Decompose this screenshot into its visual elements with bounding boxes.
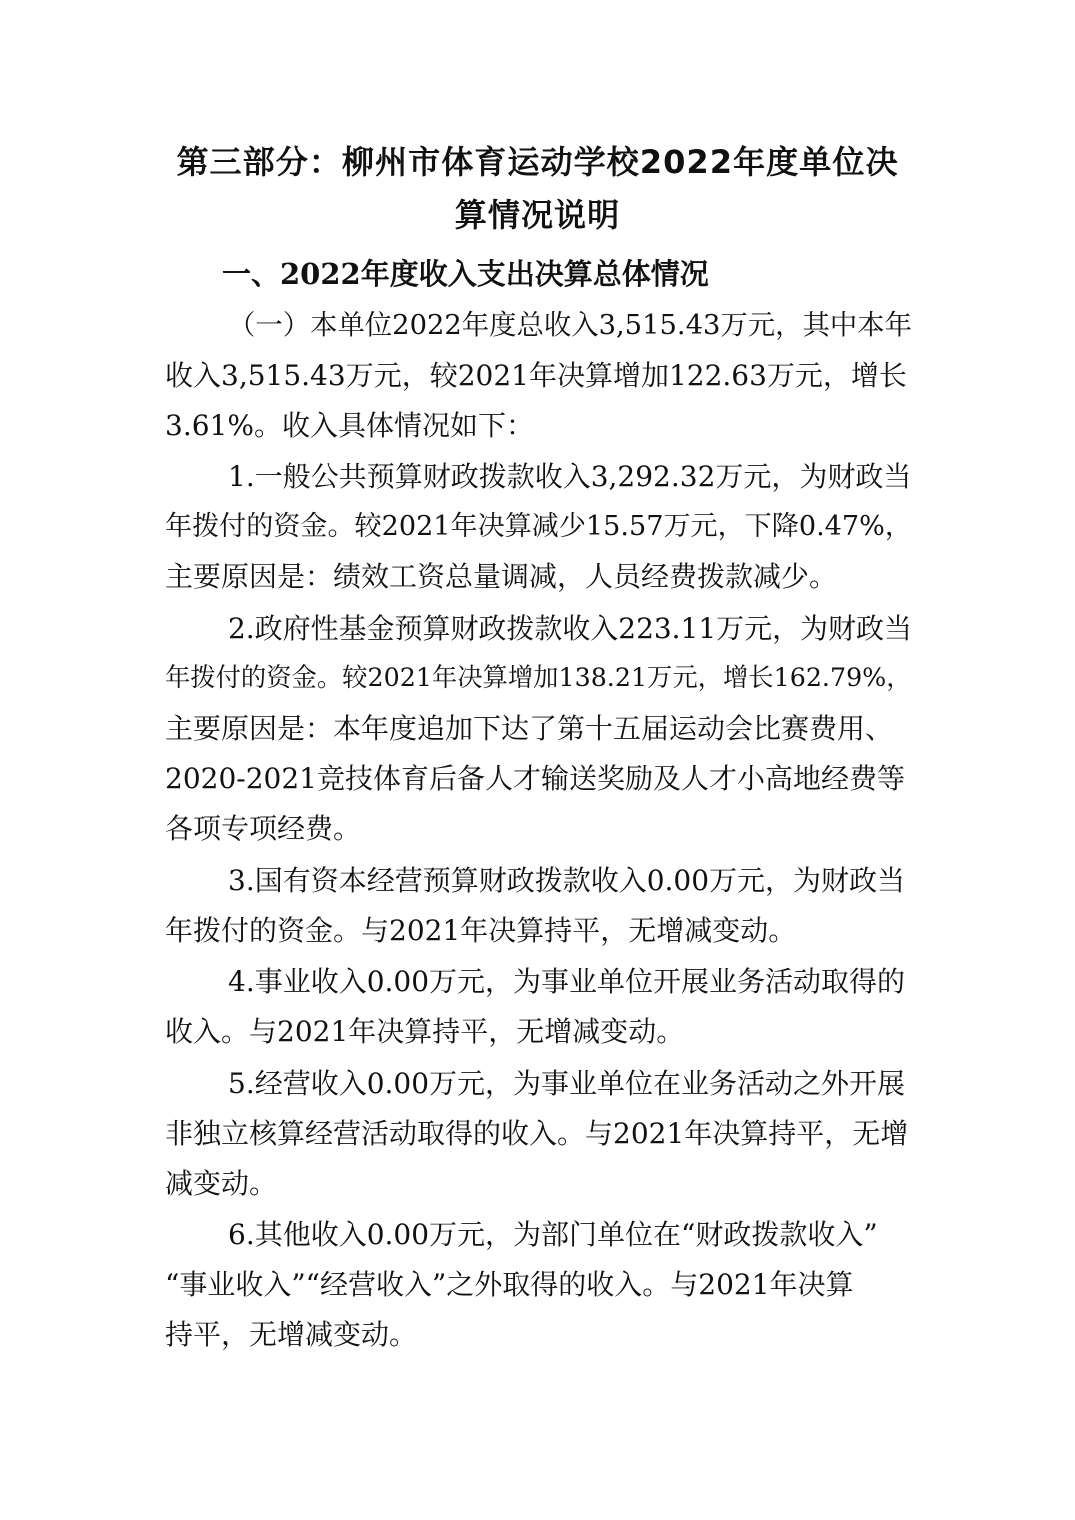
paragraph-line: 4.事业收入0.00万元，为事业单位开展业务活动取得的 (228, 965, 906, 998)
paragraph-line: 年拨付的资金。较2021年决算减少15.57万元，下降0.47%， (165, 511, 912, 542)
paragraph-line: 收入。与2021年决算持平，无增减变动。 (165, 1015, 685, 1048)
paragraph-line: 持平，无增减变动。 (165, 1318, 418, 1351)
paragraph-line: 非独立核算经营活动取得的收入。与2021年决算持平，无增 (165, 1117, 909, 1150)
paragraph-line: “事业收入”“经营收入”之外取得的收入。与2021年决算 (165, 1268, 854, 1301)
document-title-line-1: 第三部分：柳州市体育运动学校2022年度单位决 (176, 143, 899, 181)
paragraph-line: 2020-2021竞技体育后备人才输送奖励及人才小高地经费等 (165, 762, 905, 795)
paragraph-line: 主要原因是：本年度追加下达了第十五届运动会比赛费用、 (165, 712, 894, 745)
paragraph-line: 主要原因是：绩效工资总量调减，人员经费拨款减少。 (165, 560, 838, 593)
paragraph-line: （一）本单位2022年度总收入3,515.43万元，其中本年 (228, 310, 912, 341)
paragraph-line: 各项专项经费。 (165, 812, 362, 845)
paragraph-line: 年拨付的资金。与2021年决算持平，无增减变动。 (165, 914, 797, 947)
section-heading: 一、2022年度收入支出决算总体情况 (222, 257, 709, 291)
paragraph-line: 6.其他收入0.00万元，为部门单位在“财政拨款收入” (228, 1218, 878, 1251)
paragraph-line: 3.61%。收入具体情况如下： (165, 409, 534, 442)
document-title-line-2: 算情况说明 (454, 196, 621, 234)
paragraph-line: 1.一般公共预算财政拨款收入3,292.32万元，为财政当 (228, 460, 912, 493)
paragraph-line: 5.经营收入0.00万元，为事业单位在业务活动之外开展 (228, 1067, 906, 1100)
paragraph-line: 减变动。 (165, 1167, 278, 1200)
paragraph-line: 年拨付的资金。较2021年决算增加138.21万元，增长162.79%， (165, 662, 912, 692)
paragraph-line: 3.国有资本经营预算财政拨款收入0.00万元，为财政当 (228, 864, 906, 897)
paragraph-line: 2.政府性基金预算财政拨款收入223.11万元，为财政当 (228, 612, 912, 645)
paragraph-line: 收入3,515.43万元，较2021年决算增加122.63万元，增长 (165, 359, 907, 392)
